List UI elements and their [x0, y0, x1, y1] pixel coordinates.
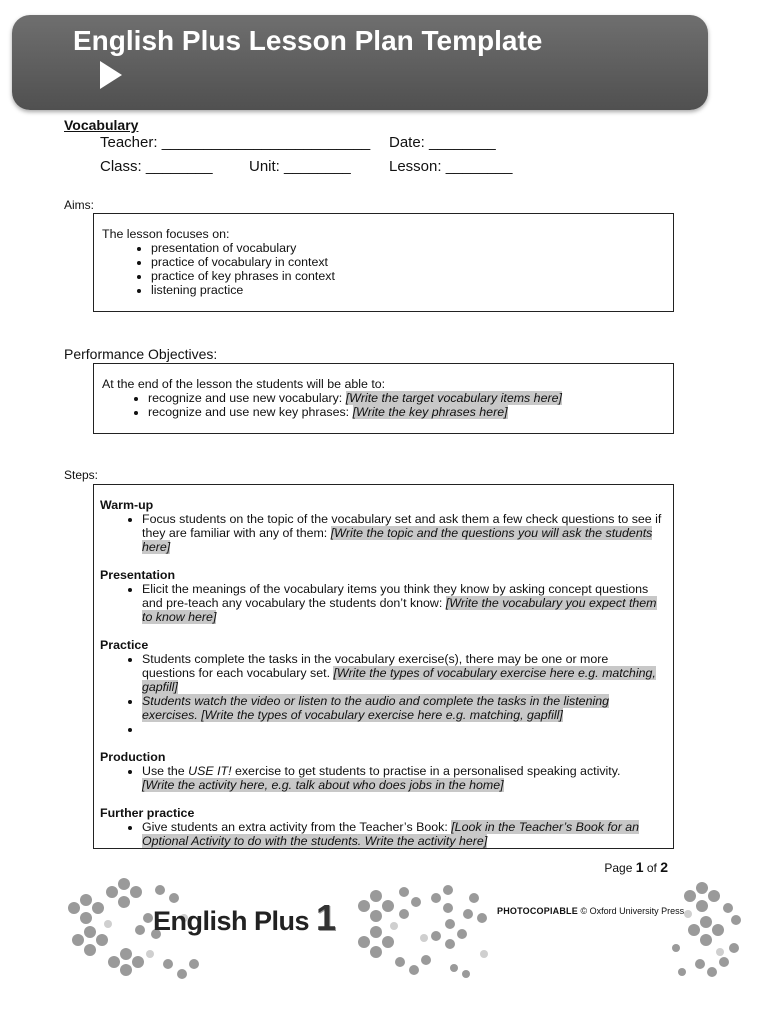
placeholder-highlight: Students watch the video or listen to the audio and complete the tasks in the listening exercises. [Write the types of vocabulary exercise here e.g. matching, gapfill]: [142, 694, 610, 722]
objectives-heading: Performance Objectives:: [64, 346, 218, 362]
aims-item: • presentation of vocabulary: [151, 241, 665, 255]
date-field: Date: ________: [389, 134, 496, 151]
steps-box: [93, 484, 674, 849]
english-plus-logo: English Plus 1: [153, 897, 336, 938]
aims-item: • practice of key phrases in context: [151, 269, 665, 283]
step-title-presentation: Presentation: [100, 568, 176, 582]
step-item: • Focus students on the topic of the vocabulary set and ask them a few check questions to see if they are familiar with any of them: [Write the topic and the questions you will ask the students here]: [142, 512, 663, 554]
teacher-field: Teacher: _________________________: [100, 134, 371, 151]
placeholder-highlight: [Write the topic and the questions you will ask the students here]: [142, 526, 653, 554]
placeholder-highlight: [Write the key phrases here]: [352, 405, 508, 419]
step-item: • Students complete the tasks in the vocabulary exercise(s), there may be one or more questions for each vocabulary set. [Write the types of vocabulary exercise here e.g. matching, gapfill]: [142, 652, 663, 694]
photocopiable-notice: PHOTOCOPIABLE © Oxford University Press: [497, 906, 685, 916]
step-title-practice: Practice: [100, 638, 149, 652]
aims-heading: Aims:: [64, 198, 94, 212]
play-arrow-icon: [100, 61, 122, 89]
aims-intro: The lesson focuses on:: [102, 227, 230, 241]
objective-item: • recognize and use new key phrases: [Write the key phrases here]: [148, 405, 665, 419]
step-item: [142, 694, 663, 722]
aims-box: [93, 213, 674, 312]
placeholder-highlight: [Write the vocabulary you expect them to know here]: [142, 596, 657, 624]
step-item: • Use the USE IT! exercise to get students to practise in a personalised speaking activity. [Write the activity here, e.g. talk about who does jobs in the home]: [142, 764, 663, 792]
objective-item: • recognize and use new vocabulary: [Write the target vocabulary items here]: [148, 391, 665, 405]
placeholder-highlight: [Write the types of vocabulary exercise here e.g. matching, gapfill]: [142, 666, 656, 694]
class-field: Class: ________: [100, 158, 213, 175]
unit-field: Unit: ________: [249, 158, 351, 175]
step-title-production: Production: [100, 750, 166, 764]
objectives-box: [93, 363, 674, 434]
step-item: • Give students an extra activity from the Teacher’s Book: [Look in the Teacher’s Book for an Optional Activity to do with the students. Write the activity here]: [142, 820, 663, 848]
objectives-intro: At the end of the lesson the students will be able to:: [102, 377, 386, 391]
placeholder-highlight: [Write the activity here, e.g. talk about who does jobs in the home]: [142, 778, 504, 792]
placeholder-highlight: [Write the target vocabulary items here]: [345, 391, 562, 405]
step-title-further-practice: Further practice: [100, 806, 195, 820]
aims-item: • practice of vocabulary in context: [151, 255, 665, 269]
step-item-empty: [142, 722, 663, 736]
vocabulary-heading: Vocabulary: [64, 117, 139, 133]
objectives-list: [102, 391, 665, 419]
step-item: • Elicit the meanings of the vocabulary items you think they know by asking concept questions and pre-teach any vocabulary the students don’t know: [Write the vocabulary you expect them to know here]: [142, 582, 663, 624]
step-title-warmup: Warm-up: [100, 498, 154, 512]
page-number: Page 1 of 2: [604, 859, 668, 875]
aims-list: [102, 241, 665, 297]
lesson-field: Lesson: ________: [389, 158, 513, 175]
aims-item: • listening practice: [151, 283, 665, 297]
steps-heading: Steps:: [64, 468, 99, 482]
placeholder-highlight: [Look in the Teacher’s Book for an Optional Activity to do with the students. Write the activity here]: [142, 820, 640, 848]
page-title: English Plus Lesson Plan Template: [73, 25, 543, 56]
header-banner: [12, 15, 708, 110]
